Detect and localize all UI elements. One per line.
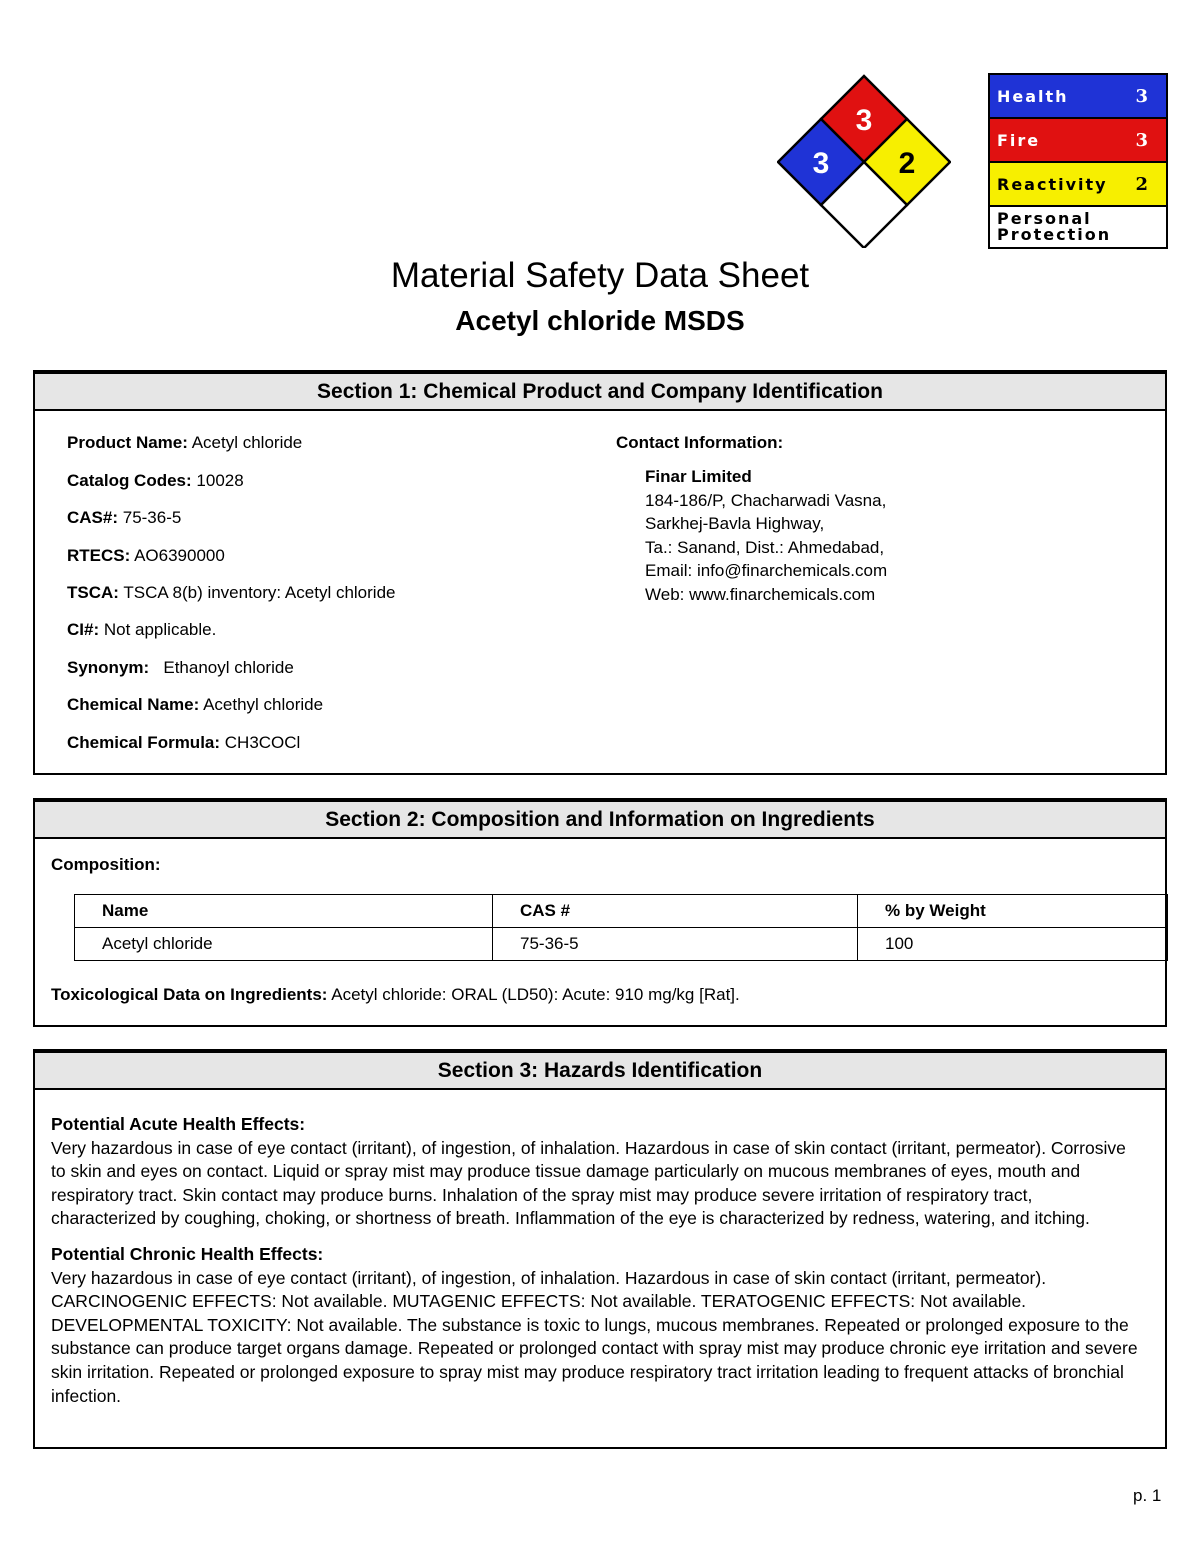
hazards-body: [51, 1113, 1141, 1408]
field-label: Product Name:: [67, 433, 188, 452]
field-label: RTECS:: [67, 546, 131, 565]
composition-table: [74, 894, 1168, 961]
hazard-health-label: Health: [997, 86, 1069, 106]
hazard-health-value: 3: [1135, 85, 1148, 107]
document-subtitle: Acetyl chloride MSDS: [455, 305, 745, 336]
field-chemical-name: [67, 695, 323, 715]
acute-effects-text: Very hazardous in case of eye contact (irritant), of ingestion, of inhalation. Hazardous in case of skin contact (irritant, permeator). Corrosive to skin and eyes on contact. Liquid or spray mist may produce tissue damage particularly on mucous membranes of eyes, mouth and respiratory tract. Skin contact may produce burns. Inhalation of the spray mist may produce severe irritation of respiratory tract, characterized by coughing, choking, or shortness of breath. Inflammation of the eye is characterized by redness, watering, and itching.: [51, 1137, 1126, 1229]
chronic-effects-label: Potential Chronic Health Effects:: [51, 1243, 324, 1264]
field-label: Synonym:: [67, 658, 150, 677]
column-header-name: Name: [75, 895, 493, 928]
contact-information-label: Contact Information:: [616, 433, 784, 452]
field-value: CH3COCl: [220, 733, 301, 752]
nfpa-fire-value: 3: [855, 104, 873, 137]
hazard-row-personal-protection: [990, 207, 1166, 247]
field-label: Chemical Name:: [67, 695, 200, 714]
section-2: [33, 798, 1167, 1027]
field-synonym: [67, 658, 294, 678]
personal-protection-line1: Personal: [997, 209, 1092, 228]
address-line: 184-186/P, Chacharwadi Vasna,: [645, 490, 887, 510]
table-row: [75, 928, 1168, 961]
composition-label: Composition:: [51, 855, 161, 874]
nfpa-health-value: 3: [812, 147, 830, 180]
field-value: 10028: [191, 471, 244, 490]
section-1-heading: Section 1: Chemical Product and Company Identification: [35, 374, 1165, 411]
field-chemical-formula: [67, 733, 300, 753]
field-tsca: [67, 583, 396, 603]
acute-effects-label: Potential Acute Health Effects:: [51, 1114, 306, 1134]
field-cas: [67, 508, 181, 528]
field-label: Catalog Codes:: [67, 471, 192, 490]
hazard-rating-table: [988, 73, 1168, 249]
field-value: Not applicable.: [99, 620, 217, 639]
field-value: TSCA 8(b) inventory: Acetyl chloride: [118, 583, 396, 602]
field-label: Chemical Formula:: [67, 733, 221, 752]
field-value: Acethyl chloride: [199, 695, 324, 714]
hazard-reactivity-value: 2: [1135, 173, 1148, 195]
hazard-row-reactivity: [990, 163, 1166, 207]
field-label: TSCA:: [67, 583, 119, 602]
hazard-fire-label: Fire: [997, 130, 1041, 150]
contact-email: Email: info@finarchemicals.com: [645, 561, 888, 580]
field-value: Acetyl chloride: [187, 433, 303, 452]
section-1: [33, 370, 1167, 775]
company-name: Finar Limited: [645, 467, 752, 486]
section-2-heading: Section 2: Composition and Information on Ingredients: [35, 802, 1165, 839]
hazard-row-health: [990, 75, 1166, 119]
field-value: AO6390000: [130, 546, 225, 565]
page-number: p. 1: [1133, 1486, 1162, 1505]
hazard-row-fire: [990, 119, 1166, 163]
field-value: 75-36-5: [118, 508, 182, 527]
tox-label: Toxicological Data on Ingredients:: [51, 985, 328, 1004]
column-header-cas: CAS #: [493, 895, 858, 928]
cell-name: Acetyl chloride: [75, 928, 493, 961]
field-ci: [67, 620, 216, 640]
chronic-effects-text: Very hazardous in case of eye contact (irritant), of ingestion, of inhalation. Hazardous in case of skin contact (irritant, permeator). CARCINOGENIC EFFECTS: Not available. MUTAGENIC EFFECTS: Not available. TERATOGENIC EFFECTS: Not available. DEVELOPMENTAL TOXICITY: Not available. The substance is toxic to lungs, mucous membranes. Repeated or prolonged exposure to the substance can produce target organs damage. Repeated or prolonged contact with spray mist may produce chronic eye irritation and severe skin irritation. Repeated or prolonged exposure to spray mist may produce respiratory tract irritation leading to frequent attacks of bronchial infection.: [51, 1267, 1138, 1406]
toxicological-data: [51, 985, 740, 1005]
hazard-reactivity-label: Reactivity: [997, 174, 1108, 194]
document-title: Material Safety Data Sheet: [390, 256, 810, 295]
field-catalog-codes: [67, 471, 244, 491]
personal-protection-line2: Protection: [997, 225, 1112, 244]
section-3-heading: Section 3: Hazards Identification: [35, 1053, 1165, 1090]
field-value: Ethanoyl chloride: [149, 658, 294, 677]
contact-web: Web: www.finarchemicals.com: [645, 584, 876, 604]
field-label: CI#:: [67, 620, 100, 639]
nfpa-reactivity-value: 2: [898, 147, 916, 180]
table-header-row: [75, 895, 1168, 928]
section-3: [33, 1049, 1167, 1449]
cell-weight: 100: [858, 928, 1168, 961]
field-product-name: [67, 433, 302, 453]
address-line: Sarkhej-Bavla Highway,: [645, 514, 825, 533]
contact-information: [645, 465, 887, 606]
address-line: Ta.: Sanand, Dist.: Ahmedabad,: [645, 537, 885, 557]
cell-cas: 75-36-5: [493, 928, 858, 961]
nfpa-diamond: [777, 74, 951, 248]
hazard-fire-value: 3: [1135, 129, 1148, 151]
field-rtecs: [67, 546, 225, 566]
field-label: CAS#:: [67, 508, 119, 527]
tox-value: Acetyl chloride: ORAL (LD50): Acute: 910 mg/kg [Rat].: [327, 985, 740, 1004]
column-header-weight: % by Weight: [858, 895, 1168, 928]
